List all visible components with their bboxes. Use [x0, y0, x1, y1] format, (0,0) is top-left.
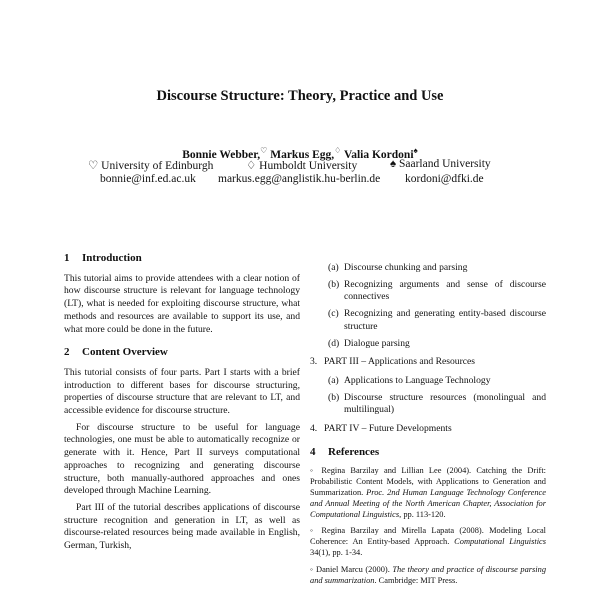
left-column	[64, 252, 300, 553]
email-kordoni: kordoni@dfki.de	[405, 173, 484, 185]
list-item: (a) Applications to Language Technology	[328, 374, 491, 386]
reference-item: ◦ Daniel Marcu (2000). The theory and practice of discourse parsing and summarization. Cambridge: MIT Press.	[310, 564, 547, 585]
paper-title: Discourse Structure: Theory, Practice and Use	[156, 88, 444, 104]
email-egg: markus.egg@anglistik.hu-berlin.de	[218, 173, 381, 185]
section-heading-references: 4 References	[310, 445, 380, 458]
part3-heading: 3. PART III – Applications and Resources	[310, 356, 476, 368]
heart-mark-icon: ♡	[260, 146, 268, 155]
introduction-paragraph: This tutorial aims to provide attendees with a clear notion of how discourse structure is relevant for language technology (LT), what is needed for exploiting discourse structure, what methods and resources are available to support its use, and what more could be done in the future.	[64, 272, 300, 335]
author-webber: Bonnie Webber,	[182, 148, 261, 161]
right-column	[310, 262, 546, 592]
section-heading-introduction: 1 Introduction	[64, 252, 142, 264]
overview-paragraph-1: This tutorial consists of four parts. Part I starts with a brief introduction to different bases for discourse structuring, properties of discourse structure that are relevant to LT, and accessible evidence for discourse structure.	[64, 366, 300, 417]
affiliation-saarland: ♠ Saarland University	[390, 158, 491, 170]
author-kordoni: Valia Kordoni	[343, 148, 414, 161]
reference-item: ◦ Regina Barzilay and Mirella Lapata (2008). Modeling Local Coherence: An Entity-based Approach. Computational Linguistics 34(1), pp. 1-34.	[310, 526, 547, 558]
affiliation-humboldt: ♢ Humboldt University	[246, 160, 358, 172]
overview-paragraph-2: For discourse structure to be useful for language technologies, one must be able to automatically recognize or generate with it. Hence, Part II surveys computational approaches to recognizing and generating discourse structure, both manually-authored approaches and ones developed through Machine Learning.	[64, 421, 300, 497]
part3-list	[310, 375, 546, 417]
list-item: (c) Recognizing and generating entity-based discourse structure	[328, 308, 546, 332]
list-item: (a) Discourse chunking and parsing	[328, 262, 468, 273]
overview-paragraph-3: Part III of the tutorial describes applications of discourse structure recognition and generation in LT, as well as discourse-related resources being made available in English, German, Turkish,	[64, 501, 300, 552]
email-webber: bonnie@inf.ed.ac.uk	[100, 173, 196, 185]
list-item: (b) Discourse structure resources (monolingual and multilingual)	[328, 391, 546, 416]
list-item: (b) Recognizing arguments and sense of discourse connectives	[328, 278, 546, 303]
list-item: (d) Dialogue parsing	[328, 337, 410, 349]
part4-heading: 4. PART IV – Future Developments	[310, 423, 452, 435]
affiliation-edinburgh: ♡ University of Edinburgh	[88, 160, 214, 172]
spade-mark-icon: ♠	[413, 146, 418, 155]
author-egg: Markus Egg,	[270, 148, 335, 161]
part2-list	[310, 262, 546, 350]
reference-item: ◦ Regina Barzilay and Lillian Lee (2004). Catching the Drift: Probabilistic Content Models, with Applications to Generation and Summarization. Proc. 2nd Human Language Technology Conference and Annual Meeting of the North American Chapter, Association for Computational Linguistics, pp. 113-120.	[310, 466, 546, 519]
diamond-mark-icon: ♢	[334, 146, 342, 155]
section-heading-content-overview: 2 Content Overview	[64, 346, 168, 359]
